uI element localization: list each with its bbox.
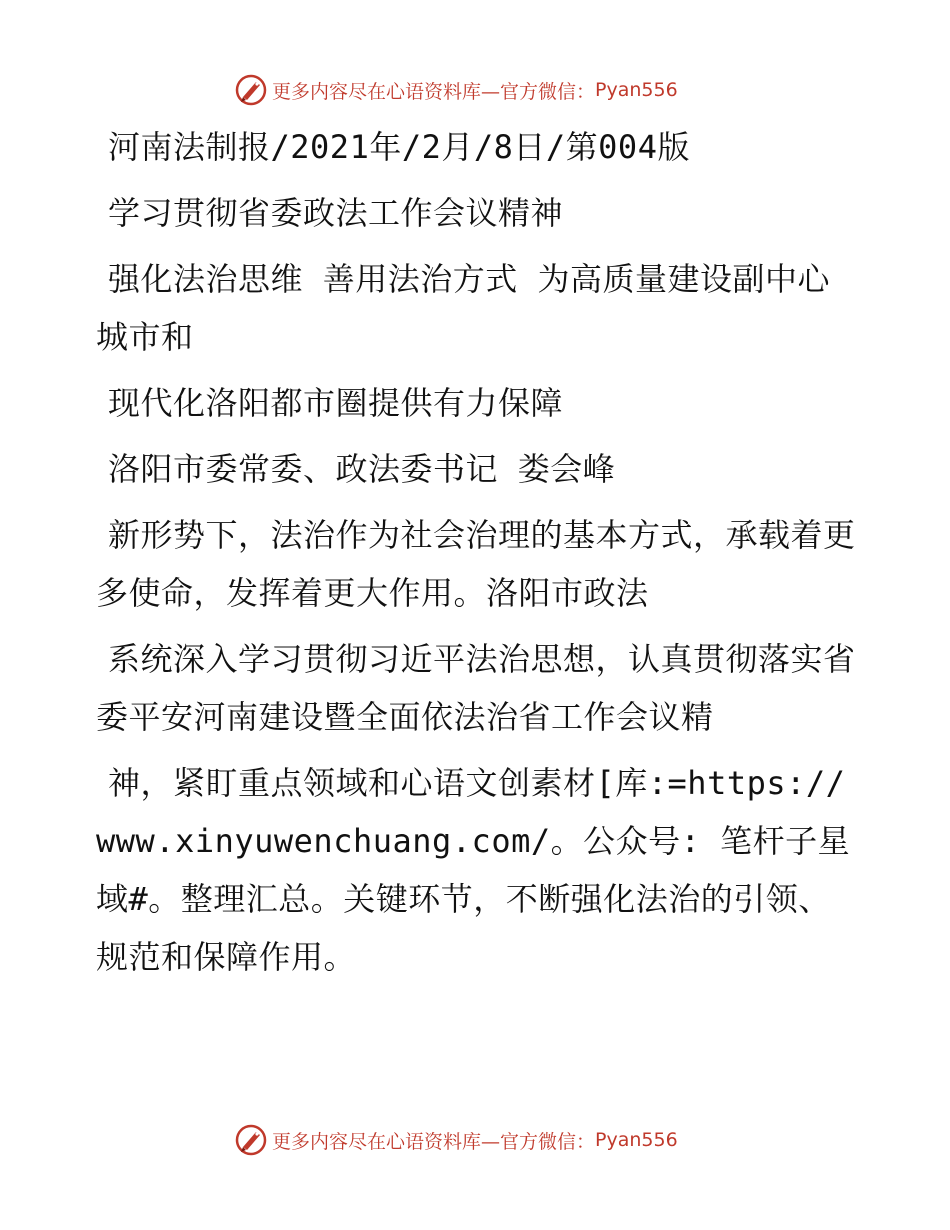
- pen-logo-icon: [234, 1123, 268, 1157]
- article-body: [96, 118, 856, 994]
- body-paragraph: 新形势下，法治作为社会治理的基本方式，承载着更多使命，发挥着更大作用。洛阳市政法: [96, 516, 856, 612]
- pen-logo-icon: [234, 73, 268, 107]
- article-headline: 强化法治思维 善用法治方式 为高质量建设副中心城市和: [96, 260, 831, 356]
- watermark-text: 更多内容尽在心语资料库—官方微信：: [272, 1130, 596, 1153]
- watermark-banner-bottom: [0, 1120, 950, 1160]
- watermark-banner-top: [0, 70, 950, 110]
- newspaper-source-line: 河南法制报/2021年/2月/8日/第004版: [108, 128, 690, 166]
- article-subheadline: 现代化洛阳都市圈提供有力保障: [108, 384, 564, 422]
- article-author: 洛阳市委常委、政法委书记 娄会峰: [108, 450, 616, 488]
- watermark-wechat-id: Pyan556: [595, 1129, 678, 1151]
- watermark-wechat-id: Pyan556: [595, 79, 678, 101]
- body-paragraph: 系统深入学习贯彻习近平法治思想，认真贯彻落实省委平安河南建设暨全面依法治省工作会议精: [96, 640, 856, 736]
- article-kicker: 学习贯彻省委政法工作会议精神: [108, 194, 564, 232]
- body-paragraph: 神，紧盯重点领域和心语文创素材[库:=https://www.xinyuwenchuang.com/。公众号: 笔杆子星域#。整理汇总。关键环节，不断强化法治的引领、规范和保障作用。: [96, 764, 851, 976]
- watermark-text: 更多内容尽在心语资料库—官方微信：: [272, 80, 596, 103]
